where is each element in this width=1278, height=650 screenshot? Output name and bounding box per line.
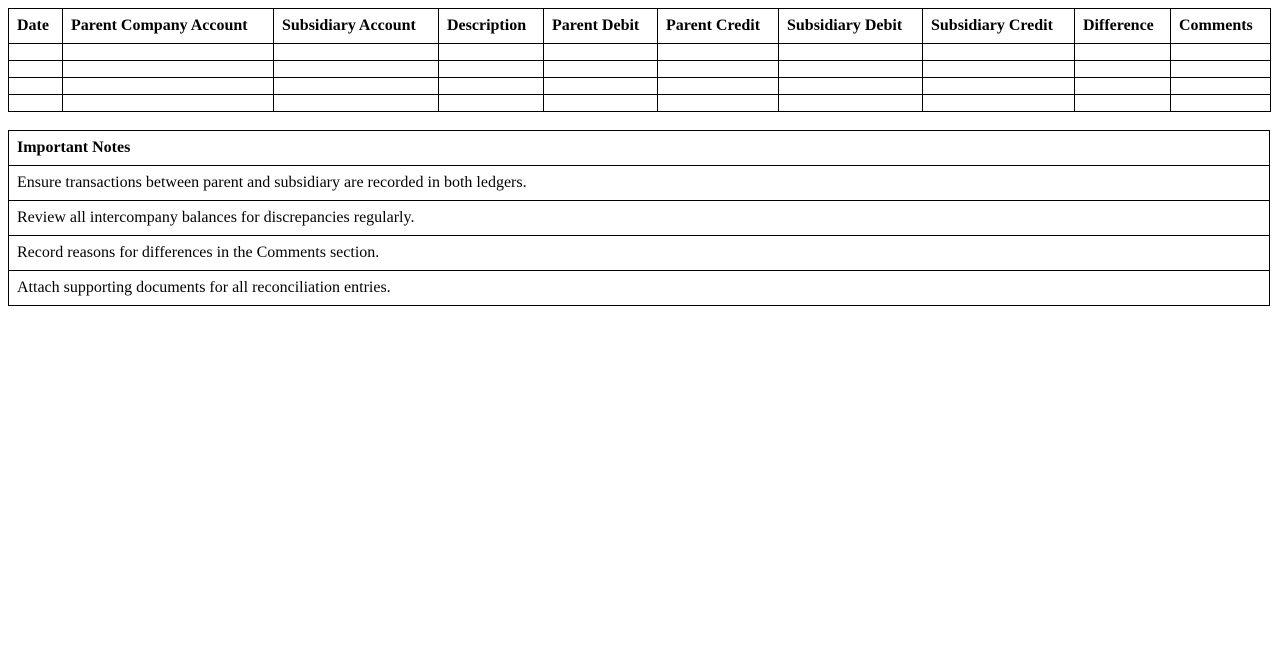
note-row [9,201,1270,236]
cell-parent-debit[interactable] [544,61,658,78]
cell-description[interactable] [439,95,544,112]
notes-title: Important Notes [9,131,1270,166]
cell-subsidiary-debit[interactable] [779,78,923,95]
cell-comments[interactable] [1171,61,1271,78]
cell-description[interactable] [439,78,544,95]
header-row [9,9,1271,44]
cell-subsidiary-account[interactable] [274,44,439,61]
cell-description[interactable] [439,61,544,78]
header-parent-debit: Parent Debit [544,9,658,44]
header-description: Description [439,9,544,44]
cell-parent-company-account[interactable] [63,78,274,95]
note-item: Record reasons for differences in the Comments section. [9,236,1270,271]
cell-subsidiary-account[interactable] [274,61,439,78]
cell-parent-company-account[interactable] [63,44,274,61]
cell-parent-credit[interactable] [658,78,779,95]
header-comments: Comments [1171,9,1271,44]
header-subsidiary-account: Subsidiary Account [274,9,439,44]
cell-subsidiary-credit[interactable] [923,95,1075,112]
cell-parent-debit[interactable] [544,95,658,112]
cell-date[interactable] [9,44,63,61]
note-row [9,236,1270,271]
header-date: Date [9,9,63,44]
cell-parent-debit[interactable] [544,78,658,95]
cell-parent-company-account[interactable] [63,95,274,112]
note-row [9,166,1270,201]
cell-subsidiary-debit[interactable] [779,95,923,112]
note-item: Ensure transactions between parent and subsidiary are recorded in both ledgers. [9,166,1270,201]
table-row [9,78,1271,95]
cell-difference[interactable] [1075,61,1171,78]
cell-difference[interactable] [1075,78,1171,95]
cell-parent-credit[interactable] [658,61,779,78]
cell-date[interactable] [9,61,63,78]
cell-difference[interactable] [1075,95,1171,112]
note-row [9,271,1270,306]
table-row [9,61,1271,78]
header-subsidiary-credit: Subsidiary Credit [923,9,1075,44]
header-difference: Difference [1075,9,1171,44]
note-item: Attach supporting documents for all reconciliation entries. [9,271,1270,306]
reconciliation-table [8,8,1271,112]
cell-subsidiary-credit[interactable] [923,44,1075,61]
cell-parent-credit[interactable] [658,95,779,112]
cell-subsidiary-debit[interactable] [779,61,923,78]
cell-description[interactable] [439,44,544,61]
cell-subsidiary-credit[interactable] [923,78,1075,95]
cell-date[interactable] [9,78,63,95]
cell-parent-debit[interactable] [544,44,658,61]
notes-title-row [9,131,1270,166]
table-row [9,95,1271,112]
cell-comments[interactable] [1171,78,1271,95]
cell-parent-credit[interactable] [658,44,779,61]
cell-subsidiary-credit[interactable] [923,61,1075,78]
cell-difference[interactable] [1075,44,1171,61]
cell-subsidiary-debit[interactable] [779,44,923,61]
cell-comments[interactable] [1171,95,1271,112]
header-parent-company-account: Parent Company Account [63,9,274,44]
table-row [9,44,1271,61]
cell-parent-company-account[interactable] [63,61,274,78]
note-item: Review all intercompany balances for discrepancies regularly. [9,201,1270,236]
cell-date[interactable] [9,95,63,112]
important-notes-table [8,130,1270,306]
cell-subsidiary-account[interactable] [274,78,439,95]
cell-comments[interactable] [1171,44,1271,61]
header-subsidiary-debit: Subsidiary Debit [779,9,923,44]
cell-subsidiary-account[interactable] [274,95,439,112]
header-parent-credit: Parent Credit [658,9,779,44]
